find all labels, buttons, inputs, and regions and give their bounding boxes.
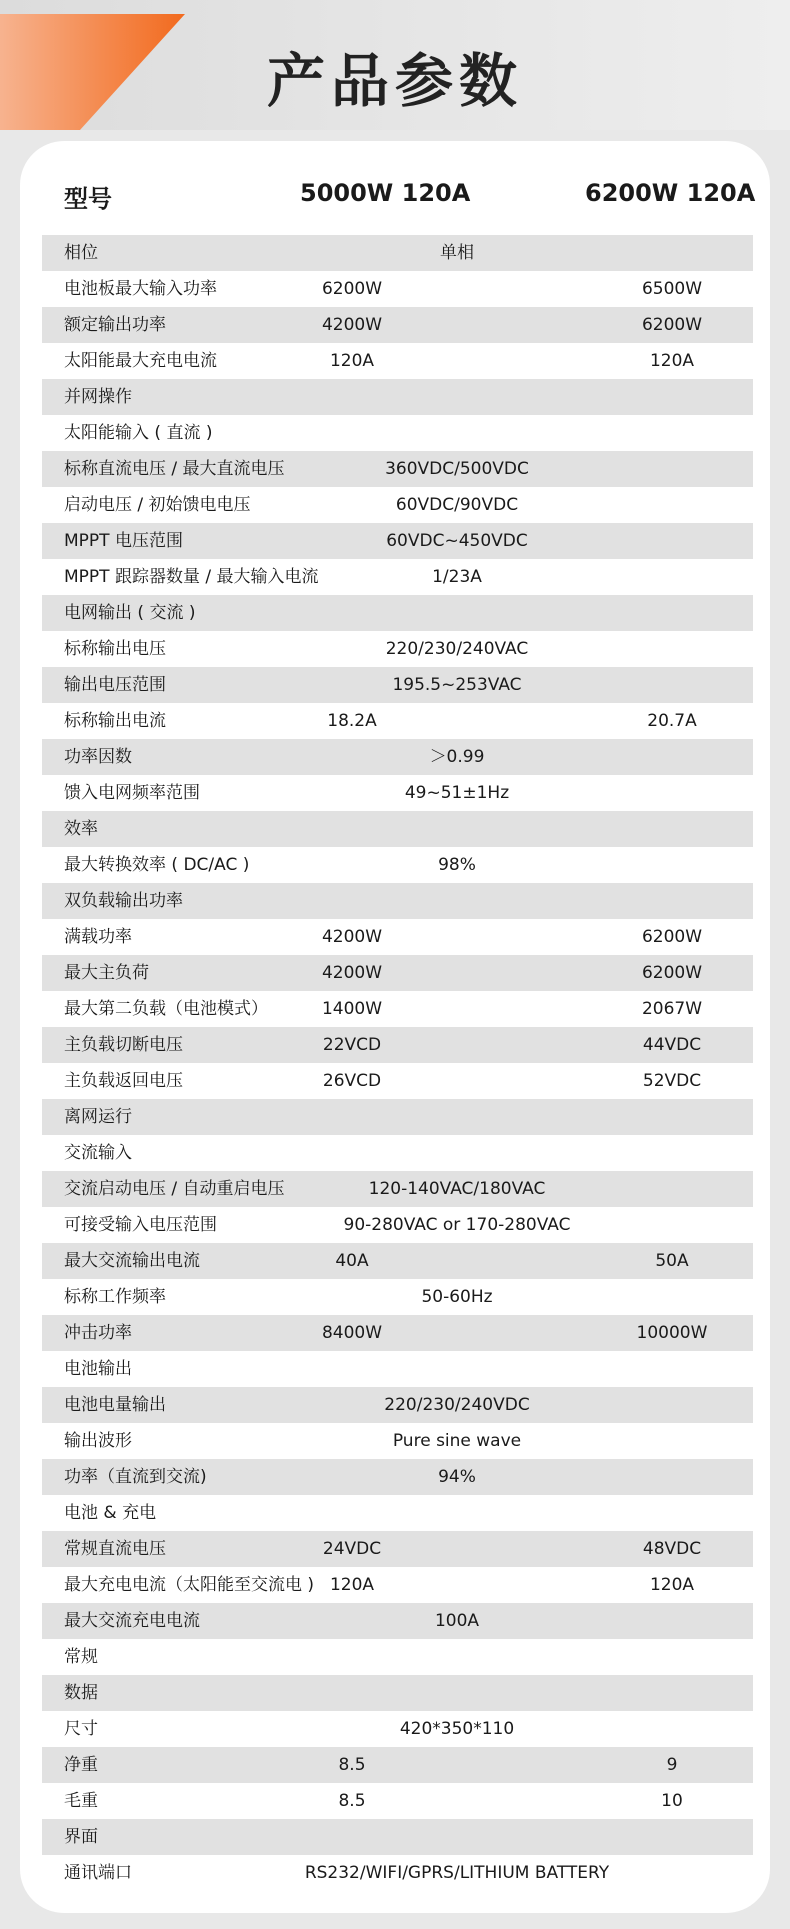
spec-value-model-b: 50A (655, 1251, 689, 1271)
spec-label: 启动电压 / 初始馈电电压 (64, 495, 251, 515)
spec-value-model-b: 10000W (636, 1323, 708, 1343)
spec-label: 太阳能输入 ( 直流 ) (64, 423, 213, 443)
spec-row (42, 1639, 753, 1675)
spec-value-shared: 1/23A (432, 567, 482, 587)
spec-label: 交流启动电压 / 自动重启电压 (64, 1179, 285, 1199)
spec-table (42, 235, 753, 1891)
spec-row (42, 1135, 753, 1171)
spec-row (42, 1279, 753, 1315)
spec-value-shared: Pure sine wave (392, 1431, 522, 1451)
spec-label: 满载功率 (64, 927, 132, 947)
spec-label: MPPT 电压范围 (64, 531, 183, 551)
spec-label: 主负载切断电压 (64, 1035, 183, 1055)
spec-label: 电池 & 充电 (64, 1503, 157, 1523)
spec-row (42, 415, 753, 451)
spec-value-model-a: 26VCD (322, 1071, 382, 1091)
spec-value-shared: 50-60Hz (421, 1287, 493, 1307)
spec-label: 电池电量输出 (64, 1395, 166, 1415)
spec-value-model-a: 8400W (321, 1323, 383, 1343)
spec-value-model-a: 120A (329, 1575, 375, 1595)
spec-label: 电池板最大输入功率 (64, 279, 217, 299)
spec-label: 主负载返回电压 (64, 1071, 183, 1091)
spec-row (42, 1567, 753, 1603)
spec-label: 并网操作 (64, 387, 132, 407)
spec-label: 效率 (64, 819, 98, 839)
spec-label: 毛重 (64, 1791, 98, 1811)
spec-label: 最大充电电流（太阳能至交流电 ) (64, 1575, 315, 1595)
spec-value-model-b: 10 (661, 1791, 683, 1811)
spec-row (42, 523, 753, 559)
spec-value-shared: 120-140VAC/180VAC (368, 1179, 546, 1199)
spec-row (42, 1747, 753, 1783)
spec-value-shared: 360VDC/500VDC (385, 459, 529, 479)
spec-label: 标称输出电压 (64, 639, 166, 659)
spec-label: 标称直流电压 / 最大直流电压 (64, 459, 285, 479)
page-title: 产品参数 (266, 47, 523, 115)
spec-label: 离网运行 (64, 1107, 132, 1127)
spec-row (42, 1783, 753, 1819)
spec-row (42, 1459, 753, 1495)
spec-value-shared: 195.5~253VAC (392, 675, 522, 695)
spec-label: 功率因数 (64, 747, 132, 767)
spec-value-model-b: 120A (649, 1575, 695, 1595)
spec-value-model-a: 8.5 (338, 1755, 366, 1775)
spec-label: 标称工作频率 (64, 1287, 166, 1307)
spec-row (42, 1819, 753, 1855)
spec-label: 额定输出功率 (64, 315, 166, 335)
spec-label: 常规直流电压 (64, 1539, 166, 1559)
spec-row (42, 379, 753, 415)
spec-row (42, 1027, 753, 1063)
model-a-name: 5000W 120A (300, 179, 471, 207)
spec-row (42, 919, 753, 955)
spec-row (42, 595, 753, 631)
spec-label: 馈入电网频率范围 (64, 783, 200, 803)
spec-label: 双负载输出功率 (64, 891, 183, 911)
spec-value-model-b: 48VDC (642, 1539, 702, 1559)
spec-row (42, 487, 753, 523)
spec-label: 最大交流充电电流 (64, 1611, 200, 1631)
spec-value-shared: 420*350*110 (399, 1719, 515, 1739)
spec-value-model-a: 4200W (321, 315, 383, 335)
spec-value-model-b: 6500W (641, 279, 703, 299)
spec-value-model-b: 20.7A (647, 711, 697, 731)
spec-row (42, 343, 753, 379)
spec-row (42, 1675, 753, 1711)
spec-label: 输出电压范围 (64, 675, 166, 695)
spec-value-model-a: 22VCD (322, 1035, 382, 1055)
spec-value-shared: 100A (434, 1611, 480, 1631)
spec-value-shared: 220/230/240VAC (385, 639, 529, 659)
spec-row (42, 1855, 753, 1891)
spec-row (42, 1423, 753, 1459)
spec-row (42, 631, 753, 667)
model-b-name: 6200W 120A (585, 179, 756, 207)
spec-label: 功率（直流到交流) (64, 1467, 207, 1487)
spec-label: 常规 (64, 1647, 98, 1667)
spec-row (42, 1171, 753, 1207)
spec-label: 最大交流输出电流 (64, 1251, 200, 1271)
spec-label: 标称输出电流 (64, 711, 166, 731)
spec-value-shared: 60VDC~450VDC (386, 531, 528, 551)
spec-label: 最大第二负载（电池模式） (64, 999, 268, 1019)
spec-value-model-a: 1400W (321, 999, 383, 1019)
spec-row (42, 703, 753, 739)
spec-row (42, 775, 753, 811)
spec-value-model-b: 52VDC (642, 1071, 702, 1091)
spec-row (42, 1243, 753, 1279)
spec-label: 冲击功率 (64, 1323, 132, 1343)
spec-label: 相位 (64, 243, 98, 263)
spec-value-model-b: 120A (649, 351, 695, 371)
spec-value-shared: RS232/WIFI/GPRS/LITHIUM BATTERY (304, 1863, 610, 1883)
spec-value-shared: 94% (438, 1467, 476, 1487)
spec-value-model-b: 6200W (641, 927, 703, 947)
spec-row (42, 991, 753, 1027)
spec-value-model-a: 4200W (321, 927, 383, 947)
spec-row (42, 955, 753, 991)
spec-label: 最大转换效率 ( DC/AC ) (64, 855, 250, 875)
spec-label: MPPT 跟踪器数量 / 最大输入电流 (64, 567, 319, 587)
spec-row (42, 1531, 753, 1567)
spec-value-model-b: 9 (666, 1755, 678, 1775)
spec-row (42, 1711, 753, 1747)
spec-value-model-a: 40A (335, 1251, 369, 1271)
spec-row (42, 1495, 753, 1531)
spec-value-shared: 单相 (440, 243, 474, 263)
spec-value-model-a: 6200W (321, 279, 383, 299)
spec-value-shared: 49~51±1Hz (404, 783, 510, 803)
spec-label: 尺寸 (64, 1719, 98, 1739)
spec-value-shared: ＞0.99 (429, 747, 485, 767)
spec-row (42, 1207, 753, 1243)
spec-row (42, 1063, 753, 1099)
model-header-row (20, 179, 770, 219)
spec-row (42, 307, 753, 343)
spec-label: 电网输出 ( 交流 ) (64, 603, 196, 623)
spec-label: 数据 (64, 1683, 98, 1703)
spec-row (42, 559, 753, 595)
spec-row (42, 451, 753, 487)
spec-value-model-a: 120A (329, 351, 375, 371)
spec-label: 太阳能最大充电电流 (64, 351, 217, 371)
spec-label: 界面 (64, 1827, 98, 1847)
spec-row (42, 1099, 753, 1135)
spec-value-model-b: 6200W (641, 315, 703, 335)
spec-value-model-b: 44VDC (642, 1035, 702, 1055)
spec-label: 交流输入 (64, 1143, 132, 1163)
spec-label: 可接受输入电压范围 (64, 1215, 217, 1235)
spec-value-shared: 60VDC/90VDC (395, 495, 519, 515)
spec-label: 通讯端口 (64, 1863, 132, 1883)
spec-row (42, 271, 753, 307)
spec-row (42, 1315, 753, 1351)
spec-label: 输出波形 (64, 1431, 132, 1451)
header-banner (0, 0, 790, 130)
spec-value-model-b: 2067W (641, 999, 703, 1019)
spec-value-model-a: 4200W (321, 963, 383, 983)
spec-value-shared: 98% (438, 855, 476, 875)
spec-row (42, 667, 753, 703)
spec-label: 最大主负荷 (64, 963, 149, 983)
spec-row (42, 847, 753, 883)
spec-row (42, 811, 753, 847)
spec-row (42, 1387, 753, 1423)
spec-value-model-a: 18.2A (327, 711, 377, 731)
spec-value-shared: 220/230/240VDC (384, 1395, 530, 1415)
spec-label: 电池输出 (64, 1359, 132, 1379)
spec-row (42, 1603, 753, 1639)
spec-row (42, 883, 753, 919)
spec-row (42, 739, 753, 775)
spec-card (20, 141, 770, 1913)
spec-row (42, 1351, 753, 1387)
spec-value-shared: 90-280VAC or 170-280VAC (343, 1215, 571, 1235)
spec-label: 净重 (64, 1755, 98, 1775)
spec-value-model-b: 6200W (641, 963, 703, 983)
spec-value-model-a: 8.5 (338, 1791, 366, 1811)
spec-row (42, 235, 753, 271)
spec-value-model-a: 24VDC (322, 1539, 382, 1559)
model-label: 型号 (64, 185, 112, 213)
